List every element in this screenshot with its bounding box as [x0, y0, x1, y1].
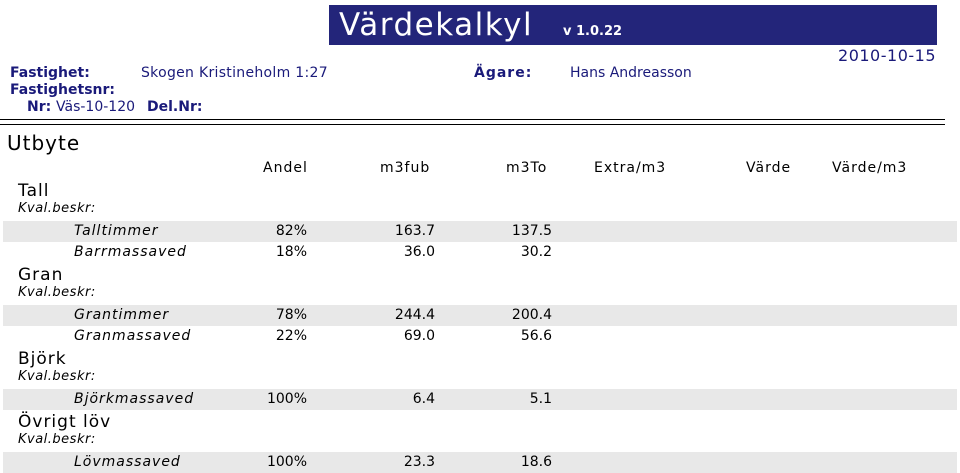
nr-label: Nr:	[27, 99, 52, 115]
fastighet-label: Fastighet:	[10, 65, 90, 81]
species-name: Gran	[18, 265, 64, 285]
column-header-m3fub: m3fub	[380, 160, 431, 176]
assortment-name: Granmassaved	[74, 328, 192, 344]
nr-value: Väs-10-120	[56, 99, 136, 115]
report-date: 2010-10-15	[838, 46, 936, 65]
header-divider	[0, 119, 945, 120]
andel-value: 100%	[266, 391, 307, 407]
section-title: Utbyte	[7, 131, 81, 155]
column-header-andel: Andel	[263, 160, 308, 176]
assortment-name: Barrmassaved	[74, 244, 187, 260]
assortment-name: Lövmassaved	[74, 454, 181, 470]
column-header-varde-m3: Värde/m3	[832, 160, 908, 176]
m3to-value: 18.6	[520, 454, 552, 470]
andel-value: 82%	[275, 223, 307, 239]
version-label: v 1.0.22	[563, 24, 623, 39]
fastighet-value: Skogen Kristineholm 1:27	[141, 65, 328, 81]
m3fub-value: 244.4	[394, 307, 435, 323]
m3fub-value: 36.0	[403, 244, 435, 260]
m3to-value: 5.1	[529, 391, 552, 407]
column-header-extra-m3: Extra/m3	[594, 160, 667, 176]
table-row	[3, 221, 957, 242]
m3fub-value: 23.3	[403, 454, 435, 470]
assortment-name: Björkmassaved	[74, 391, 195, 407]
delnr-label: Del.Nr:	[147, 99, 203, 115]
report-title: Värdekalkyl	[339, 7, 534, 43]
column-header-varde: Värde	[746, 160, 792, 176]
fastighetsnr-label: Fastighetsnr:	[10, 82, 115, 98]
kval-label: Kval.beskr:	[18, 432, 96, 447]
title-banner	[329, 5, 937, 45]
m3to-value: 56.6	[520, 328, 552, 344]
kval-label: Kval.beskr:	[18, 201, 96, 216]
andel-value: 18%	[275, 244, 307, 260]
andel-value: 100%	[266, 454, 307, 470]
m3fub-value: 163.7	[394, 223, 435, 239]
m3fub-value: 69.0	[403, 328, 435, 344]
agare-label: Ägare:	[474, 65, 533, 81]
m3to-value: 200.4	[511, 307, 552, 323]
m3to-value: 30.2	[520, 244, 552, 260]
agare-value: Hans Andreasson	[570, 65, 692, 81]
table-row	[3, 326, 957, 347]
table-row	[3, 242, 957, 263]
column-header-m3to: m3To	[506, 160, 548, 176]
table-row	[3, 305, 957, 326]
andel-value: 78%	[275, 307, 307, 323]
assortment-name: Grantimmer	[74, 307, 170, 323]
m3fub-value: 6.4	[412, 391, 435, 407]
m3to-value: 137.5	[511, 223, 552, 239]
assortment-name: Talltimmer	[74, 223, 159, 239]
header-divider-secondary	[0, 124, 945, 125]
kval-label: Kval.beskr:	[18, 285, 96, 300]
species-name: Björk	[18, 349, 67, 369]
kval-label: Kval.beskr:	[18, 369, 96, 384]
table-row	[3, 389, 957, 410]
species-name: Övrigt löv	[18, 412, 112, 432]
species-name: Tall	[18, 181, 50, 201]
andel-value: 22%	[275, 328, 307, 344]
